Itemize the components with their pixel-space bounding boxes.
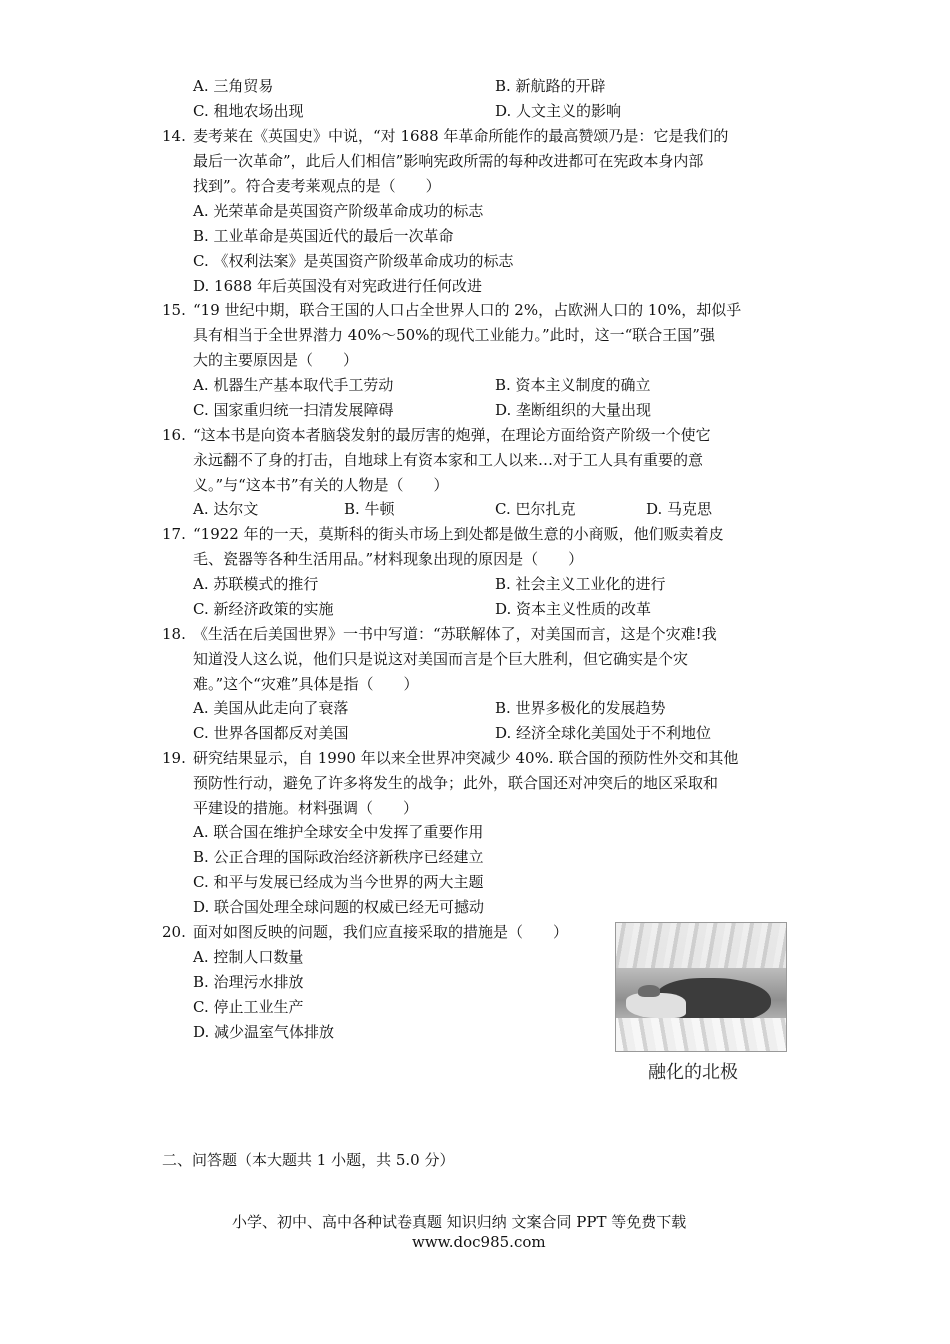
q19-option-b: B. 公正合理的国际政治经济新秩序已经建立 xyxy=(193,848,484,866)
q18-text-line: 《生活在后美国世界》一书中写道：“苏联解体了，对美国而言，这是个灾难!我 xyxy=(193,625,717,643)
q16-option-d: D. 马克思 xyxy=(646,500,713,518)
ice-floe xyxy=(626,993,686,1018)
q17-number: 17. xyxy=(162,525,186,543)
q18-text-line: 知道没人这么说，他们只是说这对美国而言是个巨大胜利，但它确实是个灾 xyxy=(193,650,689,668)
q19-text-line: 平建设的措施。材料强调（ ） xyxy=(193,799,419,817)
q13-option-c: C. 租地农场出现 xyxy=(193,102,304,120)
melting-arctic-photo xyxy=(615,922,787,1052)
q19-text-line: 预防性行动，避免了许多将发生的战争；此外，联合国还对冲突后的地区采取和 xyxy=(193,774,719,792)
q14-number: 14. xyxy=(162,127,186,145)
q18-number: 18. xyxy=(162,625,186,643)
q18-option-c: C. 世界各国都反对美国 xyxy=(193,724,349,742)
q19-number: 19. xyxy=(162,749,186,767)
q17-option-d: D. 资本主义性质的改革 xyxy=(495,600,652,618)
q14-option-c: C. 《权利法案》是英国资产阶级革命成功的标志 xyxy=(193,252,514,270)
q14-text-line: 麦考莱在《英国史》中说，“对 1688 年革命所能作的最高赞颂乃是：它是我们的 xyxy=(193,127,729,145)
q15-number: 15. xyxy=(162,301,186,319)
q14-text-line: 最后一次革命”，此后人们相信”影响宪政所需的每种改进都可在宪政本身内部 xyxy=(193,152,704,170)
q14-option-a: A. 光荣革命是英国资产阶级革命成功的标志 xyxy=(193,202,484,220)
q15-text-line: “19 世纪中期，联合王国的人口占全世界人口的 2%，占欧洲人口的 10%，却似乎 xyxy=(193,301,742,319)
q17-text-line: “1922 年的一天，莫斯科的街头市场上到处都是做生意的小商贩，他们贩卖着皮 xyxy=(193,525,724,543)
q20-option-d: D. 减少温室气体排放 xyxy=(193,1023,335,1041)
q20-number: 20. xyxy=(162,923,186,941)
q18-option-b: B. 世界多极化的发展趋势 xyxy=(495,699,666,717)
q16-option-a: A. 达尔文 xyxy=(193,500,259,518)
ice-sheet xyxy=(616,923,786,968)
q19-option-a: A. 联合国在维护全球安全中发挥了重要作用 xyxy=(193,823,484,841)
q15-option-a: A. 机器生产基本取代手工劳动 xyxy=(193,376,394,394)
q14-option-d: D. 1688 年后英国没有对宪政进行任何改进 xyxy=(193,277,482,295)
q20-option-a: A. 控制人口数量 xyxy=(193,948,304,966)
ice-foreground xyxy=(616,1018,786,1052)
q13-option-a: A. 三角贸易 xyxy=(193,77,274,95)
q19-text-line: 研究结果显示，自 1990 年以来全世界冲突减少 40%. 联合国的预防性外交和其他 xyxy=(193,749,739,767)
q17-option-a: A. 苏联模式的推行 xyxy=(193,575,319,593)
image-caption: 融化的北极 xyxy=(648,1062,738,1083)
q16-text-line: 永远翻不了身的打击，自地球上有资本家和工人以来…对于工人具有重要的意 xyxy=(193,451,704,469)
footer-text: 小学、初中、高中各种试卷真题 知识归纳 文案合同 PPT 等免费下载 xyxy=(232,1213,687,1231)
q14-text-line: 找到”。符合麦考莱观点的是（ ） xyxy=(193,177,441,195)
q15-option-c: C. 国家重归统一扫清发展障碍 xyxy=(193,401,394,419)
q17-option-b: B. 社会主义工业化的进行 xyxy=(495,575,666,593)
q18-option-a: A. 美国从此走向了衰落 xyxy=(193,699,349,717)
q19-option-c: C. 和平与发展已经成为当今世界的两大主题 xyxy=(193,873,484,891)
polar-bear-icon xyxy=(638,985,660,997)
q20-option-c: C. 停止工业生产 xyxy=(193,998,304,1016)
q20-option-b: B. 治理污水排放 xyxy=(193,973,304,991)
q15-option-d: D. 垄断组织的大量出现 xyxy=(495,401,652,419)
q16-option-c: C. 巴尔扎克 xyxy=(495,500,576,518)
q19-option-d: D. 联合国处理全球问题的权威已经无可撼动 xyxy=(193,898,485,916)
q15-text-line: 具有相当于全世界潜力 40%～50%的现代工业能力。”此时，这一“联合王国”强 xyxy=(193,326,715,344)
q16-text-line: 义。”与“这本书”有关的人物是（ ） xyxy=(193,476,449,494)
q16-number: 16. xyxy=(162,426,186,444)
q18-option-d: D. 经济全球化美国处于不利地位 xyxy=(495,724,712,742)
q15-text-line: 大的主要原因是（ ） xyxy=(193,351,359,369)
section-heading: 二、问答题（本大题共 1 小题，共 5.0 分） xyxy=(162,1151,455,1169)
q13-option-d: D. 人文主义的影响 xyxy=(495,102,622,120)
q17-option-c: C. 新经济政策的实施 xyxy=(193,600,334,618)
q16-option-b: B. 牛顿 xyxy=(344,500,395,518)
q14-option-b: B. 工业革命是英国近代的最后一次革命 xyxy=(193,227,454,245)
q20-text-line: 面对如图反映的问题，我们应直接采取的措施是（ ） xyxy=(193,923,569,941)
q13-option-b: B. 新航路的开辟 xyxy=(495,77,606,95)
q18-text-line: 难。”这个“灾难”具体是指（ ） xyxy=(193,675,419,693)
footer-url[interactable]: www.doc985.com xyxy=(412,1233,546,1251)
q15-option-b: B. 资本主义制度的确立 xyxy=(495,376,651,394)
q17-text-line: 毛、瓷器等各种生活用品。”材料现象出现的原因是（ ） xyxy=(193,550,584,568)
q16-text-line: “这本书是向资本者脑袋发射的最厉害的炮弹，在理论方面给资产阶级一个使它 xyxy=(193,426,711,444)
